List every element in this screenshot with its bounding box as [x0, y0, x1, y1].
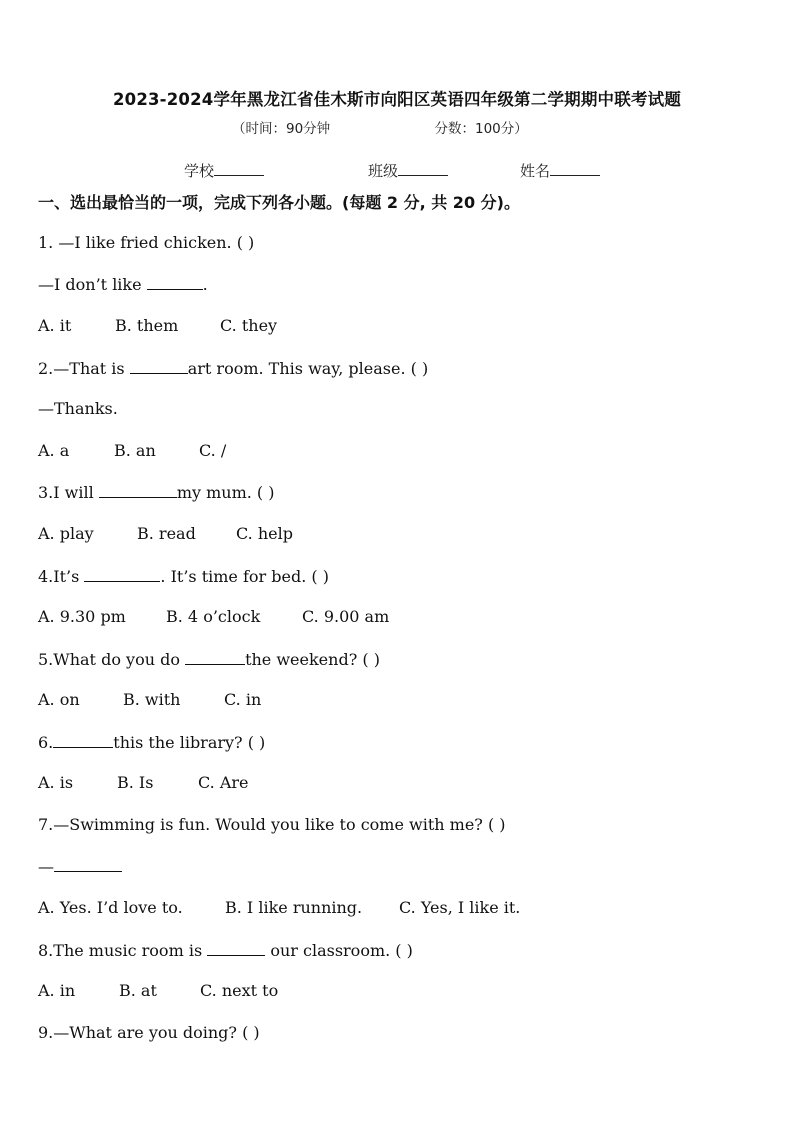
question-4-options — [38, 607, 389, 626]
option-c[interactable]: C. 9.00 am — [302, 607, 390, 626]
question-6-stem — [38, 732, 265, 752]
option-a[interactable]: A. 9.30 pm — [38, 607, 126, 626]
question-7-reply — [38, 856, 122, 876]
question-8-stem — [38, 940, 413, 960]
question-4-stem-end: . It’s time for bed. ( ) — [160, 567, 329, 586]
question-8-options — [38, 981, 278, 1000]
question-1-stem: 1. —I like fried chicken. ( ) — [38, 233, 255, 252]
answer-blank[interactable] — [53, 732, 113, 748]
question-2-stem-end: art room. This way, please. ( ) — [187, 359, 429, 378]
option-c[interactable]: C. / — [199, 441, 227, 460]
question-8-stem-start: 8.The music room is — [38, 941, 208, 960]
question-3-stem-start: 3.I will — [38, 483, 99, 502]
option-a[interactable]: A. is — [38, 773, 74, 792]
answer-blank[interactable] — [84, 566, 160, 582]
exam-meta — [232, 117, 528, 137]
question-3-stem — [38, 482, 275, 502]
option-c[interactable]: C. they — [220, 316, 278, 335]
question-2-options — [38, 441, 226, 460]
exam-score: 分数：100分） — [434, 121, 528, 137]
option-a[interactable]: A. play — [38, 524, 94, 543]
option-a[interactable]: A. Yes. I’d love to. — [38, 898, 183, 917]
name-label: 姓名 — [520, 162, 551, 180]
answer-blank[interactable] — [99, 482, 177, 498]
answer-blank[interactable] — [185, 649, 245, 665]
option-a[interactable]: A. a — [38, 441, 70, 460]
school-label: 学校 — [184, 162, 215, 180]
question-5-stem-start: 5.What do you do — [38, 650, 186, 669]
exam-time: （时间：90分钟 — [232, 121, 331, 137]
option-c[interactable]: C. help — [236, 524, 293, 543]
question-7-reply-text: — — [38, 857, 54, 876]
question-7-stem: 7.—Swimming is fun. Would you like to come with me? ( ) — [38, 815, 506, 834]
question-6-stem-end: this the library? ( ) — [113, 733, 266, 752]
name-field — [520, 160, 600, 181]
question-5-stem — [38, 649, 380, 669]
option-b[interactable]: B. 4 o’clock — [166, 607, 261, 626]
option-b[interactable]: B. at — [119, 981, 157, 1000]
question-1-reply-text: —I don’t like — [38, 275, 147, 294]
answer-blank[interactable] — [207, 940, 265, 956]
option-a[interactable]: A. in — [38, 981, 76, 1000]
option-c[interactable]: C. in — [224, 690, 262, 709]
question-5-options — [38, 690, 261, 709]
question-1-reply — [38, 274, 208, 294]
question-8-stem-end: our classroom. ( ) — [265, 941, 413, 960]
option-b[interactable]: B. read — [137, 524, 196, 543]
name-blank[interactable] — [550, 161, 600, 176]
question-2-stem — [38, 358, 428, 378]
option-b[interactable]: B. them — [115, 316, 179, 335]
question-4-stem-start: 4.It’s — [38, 567, 85, 586]
question-5-stem-end: the weekend? ( ) — [245, 650, 380, 669]
class-blank[interactable] — [398, 161, 448, 176]
question-3-stem-end: my mum. ( ) — [176, 483, 275, 502]
question-3-options — [38, 524, 293, 543]
question-7-options — [38, 898, 520, 917]
answer-blank[interactable] — [147, 274, 203, 290]
question-6-stem-start: 6. — [38, 733, 54, 752]
option-a[interactable]: A. on — [38, 690, 80, 709]
school-field — [184, 160, 264, 181]
class-label: 班级 — [368, 162, 399, 180]
question-2-reply: —Thanks. — [38, 399, 118, 418]
option-b[interactable]: B. I like running. — [225, 898, 363, 917]
answer-blank[interactable] — [130, 358, 188, 374]
option-a[interactable]: A. it — [38, 316, 72, 335]
option-b[interactable]: B. an — [114, 441, 156, 460]
question-4-stem — [38, 566, 329, 586]
question-1-reply-end: . — [202, 275, 208, 294]
answer-blank[interactable] — [54, 856, 122, 872]
option-c[interactable]: C. next to — [200, 981, 279, 1000]
class-field — [368, 160, 448, 181]
exam-title: 2023-2024学年黑龙江省佳木斯市向阳区英语四年级第二学期期中联考试题 — [112, 90, 682, 109]
option-c[interactable]: C. Are — [198, 773, 249, 792]
question-1-options — [38, 316, 277, 335]
question-6-options — [38, 773, 249, 792]
option-b[interactable]: B. Is — [117, 773, 154, 792]
option-b[interactable]: B. with — [123, 690, 181, 709]
question-9-stem: 9.—What are you doing? ( ) — [38, 1023, 260, 1042]
school-blank[interactable] — [214, 161, 264, 176]
question-2-stem-start: 2.—That is — [38, 359, 130, 378]
section-1-title: 一、选出最恰当的一项，完成下列各小题。(每题 2 分, 共 20 分)。 — [38, 193, 520, 212]
option-c[interactable]: C. Yes, I like it. — [399, 898, 521, 917]
